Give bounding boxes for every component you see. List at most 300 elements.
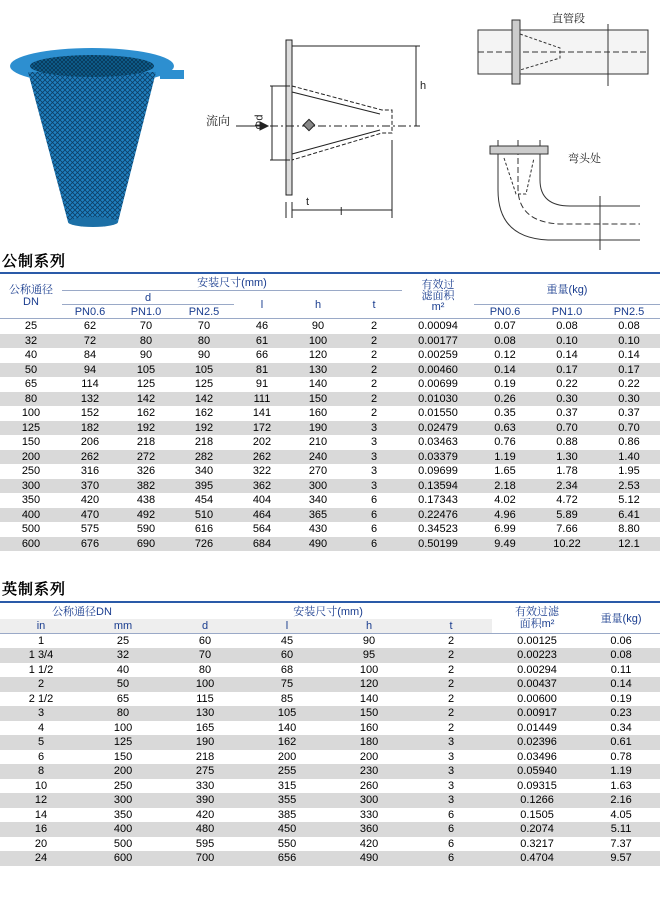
l-cell: 66 [234, 348, 290, 363]
area-cell: 0.4704 [492, 851, 582, 866]
mm-cell: 250 [82, 779, 164, 794]
l-cell: 404 [234, 493, 290, 508]
d-pn25-cell: 105 [174, 363, 234, 378]
t-cell: 2 [346, 319, 402, 334]
area-cell: 0.09315 [492, 779, 582, 794]
d-pn06-cell: 316 [62, 464, 118, 479]
t-cell: 6 [346, 508, 402, 523]
area-cell: 0.00917 [492, 706, 582, 721]
weight-pn10-cell: 7.66 [536, 522, 598, 537]
h-cell: 180 [328, 735, 410, 750]
metric-header-d-pn06: PN0.6 [62, 305, 118, 319]
weight-pn10-cell: 4.72 [536, 493, 598, 508]
l-cell: 550 [246, 837, 328, 852]
area-cell: 0.00259 [402, 348, 474, 363]
length-label: l [340, 206, 343, 218]
h-cell: 190 [290, 421, 346, 436]
h-cell: 490 [290, 537, 346, 552]
t-cell: 2 [346, 392, 402, 407]
d-pn25-cell: 340 [174, 464, 234, 479]
dn-cell: 200 [0, 450, 62, 465]
area-cell: 0.03463 [402, 435, 474, 450]
weight-cell: 0.11 [582, 663, 660, 678]
dn-cell: 65 [0, 377, 62, 392]
weight-cell: 0.78 [582, 750, 660, 765]
t-cell: 2 [346, 334, 402, 349]
mm-cell: 500 [82, 837, 164, 852]
d-cell: 700 [164, 851, 246, 866]
weight-pn06-cell: 1.19 [474, 450, 536, 465]
l-cell: 385 [246, 808, 328, 823]
t-cell: 6 [410, 808, 492, 823]
table-row [0, 537, 660, 552]
area-cell: 0.01030 [402, 392, 474, 407]
mm-cell: 400 [82, 822, 164, 837]
t-cell: 2 [410, 677, 492, 692]
weight-pn25-cell: 2.53 [598, 479, 660, 494]
mm-cell: 350 [82, 808, 164, 823]
in-cell: 2 [0, 677, 82, 692]
d-pn06-cell: 676 [62, 537, 118, 552]
weight-pn25-cell: 0.37 [598, 406, 660, 421]
weight-pn25-cell: 5.12 [598, 493, 660, 508]
weight-pn10-cell: 10.22 [536, 537, 598, 552]
d-pn25-cell: 726 [174, 537, 234, 552]
area-cell: 0.00294 [492, 663, 582, 678]
h-cell: 90 [290, 319, 346, 334]
area-cell: 0.00437 [492, 677, 582, 692]
h-cell: 230 [328, 764, 410, 779]
t-cell: 6 [346, 493, 402, 508]
h-cell: 365 [290, 508, 346, 523]
d-pn06-cell: 206 [62, 435, 118, 450]
l-cell: 355 [246, 793, 328, 808]
imperial-header-install: 安装尺寸(mm) [164, 602, 492, 619]
area-cell: 0.02396 [492, 735, 582, 750]
metric-header-l: l [234, 291, 290, 319]
d-pn25-cell: 282 [174, 450, 234, 465]
d-cell: 330 [164, 779, 246, 794]
weight-cell: 0.08 [582, 648, 660, 663]
d-pn25-cell: 510 [174, 508, 234, 523]
h-cell: 150 [328, 706, 410, 721]
l-cell: 68 [246, 663, 328, 678]
weight-cell: 0.06 [582, 633, 660, 648]
d-pn25-cell: 125 [174, 377, 234, 392]
t-cell: 2 [410, 663, 492, 678]
metric-section-title: 公制系列 [2, 253, 67, 270]
area-cell: 0.09699 [402, 464, 474, 479]
table-row [0, 779, 660, 794]
mm-cell: 32 [82, 648, 164, 663]
d-cell: 165 [164, 721, 246, 736]
area-cell: 0.17343 [402, 493, 474, 508]
mm-cell: 40 [82, 663, 164, 678]
imperial-header-h: h [328, 619, 410, 633]
d-cell: 390 [164, 793, 246, 808]
d-pn06-cell: 94 [62, 363, 118, 378]
d-pn06-cell: 84 [62, 348, 118, 363]
area-cell: 0.00125 [492, 633, 582, 648]
dn-cell: 125 [0, 421, 62, 436]
table-row [0, 493, 660, 508]
weight-pn06-cell: 0.08 [474, 334, 536, 349]
h-cell: 240 [290, 450, 346, 465]
h-cell: 340 [290, 493, 346, 508]
table-row [0, 822, 660, 837]
l-cell: 656 [246, 851, 328, 866]
d-pn10-cell: 105 [118, 363, 174, 378]
area-cell: 0.01550 [402, 406, 474, 421]
weight-pn25-cell: 0.14 [598, 348, 660, 363]
mm-cell: 25 [82, 633, 164, 648]
weight-pn25-cell: 0.10 [598, 334, 660, 349]
l-cell: 60 [246, 648, 328, 663]
imperial-header-weight: 重量(kg) [582, 602, 660, 633]
weight-pn06-cell: 0.35 [474, 406, 536, 421]
weight-pn06-cell: 1.65 [474, 464, 536, 479]
weight-pn25-cell: 0.30 [598, 392, 660, 407]
d-pn10-cell: 492 [118, 508, 174, 523]
l-cell: 85 [246, 692, 328, 707]
l-cell: 262 [234, 450, 290, 465]
mm-cell: 80 [82, 706, 164, 721]
table-row [0, 348, 660, 363]
diameter-label: Φd [253, 114, 266, 130]
d-pn25-cell: 70 [174, 319, 234, 334]
weight-pn10-cell: 0.17 [536, 363, 598, 378]
dn-cell: 80 [0, 392, 62, 407]
weight-cell: 4.05 [582, 808, 660, 823]
h-cell: 300 [328, 793, 410, 808]
d-cell: 275 [164, 764, 246, 779]
imperial-table [0, 601, 660, 866]
table-row [0, 450, 660, 465]
d-cell: 80 [164, 663, 246, 678]
d-pn10-cell: 590 [118, 522, 174, 537]
t-cell: 3 [346, 421, 402, 436]
weight-cell: 9.57 [582, 851, 660, 866]
dn-cell: 400 [0, 508, 62, 523]
metric-table-body [0, 319, 660, 552]
weight-pn25-cell: 0.08 [598, 319, 660, 334]
in-cell: 10 [0, 779, 82, 794]
table-row [0, 851, 660, 866]
table-row [0, 677, 660, 692]
metric-header-d: d [62, 291, 234, 305]
table-row [0, 435, 660, 450]
h-cell: 150 [290, 392, 346, 407]
area-cell: 0.2074 [492, 822, 582, 837]
d-pn10-cell: 438 [118, 493, 174, 508]
t-cell: 3 [410, 793, 492, 808]
table-row [0, 750, 660, 765]
dn-cell: 100 [0, 406, 62, 421]
t-cell: 6 [410, 822, 492, 837]
h-cell: 95 [328, 648, 410, 663]
in-cell: 1 [0, 633, 82, 648]
table-row [0, 735, 660, 750]
area-cell: 0.00460 [402, 363, 474, 378]
area-cell: 0.00223 [492, 648, 582, 663]
weight-pn06-cell: 0.63 [474, 421, 536, 436]
imperial-header-mm: mm [82, 619, 164, 633]
d-pn25-cell: 80 [174, 334, 234, 349]
l-cell: 162 [246, 735, 328, 750]
h-cell: 200 [328, 750, 410, 765]
imperial-header-dn: 公称通径DN [0, 602, 164, 619]
t-cell: 2 [346, 363, 402, 378]
weight-pn06-cell: 0.14 [474, 363, 536, 378]
weight-pn25-cell: 0.17 [598, 363, 660, 378]
d-cell: 60 [164, 633, 246, 648]
area-cell: 0.13594 [402, 479, 474, 494]
weight-cell: 7.37 [582, 837, 660, 852]
in-cell: 1 1/2 [0, 663, 82, 678]
flow-direction-label: 流向 [206, 114, 231, 128]
l-cell: 362 [234, 479, 290, 494]
area-cell: 0.00094 [402, 319, 474, 334]
l-cell: 61 [234, 334, 290, 349]
d-pn10-cell: 192 [118, 421, 174, 436]
product-figure [0, 0, 660, 250]
table-row [0, 692, 660, 707]
cone-strainer-3d [10, 48, 184, 227]
d-pn06-cell: 152 [62, 406, 118, 421]
in-cell: 6 [0, 750, 82, 765]
in-cell: 24 [0, 851, 82, 866]
imperial-header-t: t [410, 619, 492, 633]
d-pn10-cell: 142 [118, 392, 174, 407]
t-cell: 2 [346, 406, 402, 421]
h-cell: 120 [328, 677, 410, 692]
l-cell: 564 [234, 522, 290, 537]
area-cell: 0.34523 [402, 522, 474, 537]
mm-cell: 100 [82, 721, 164, 736]
d-pn06-cell: 575 [62, 522, 118, 537]
h-cell: 260 [328, 779, 410, 794]
d-pn06-cell: 72 [62, 334, 118, 349]
dn-cell: 150 [0, 435, 62, 450]
t-cell: 2 [346, 348, 402, 363]
dn-cell: 40 [0, 348, 62, 363]
weight-cell: 5.11 [582, 822, 660, 837]
weight-pn06-cell: 9.49 [474, 537, 536, 552]
t-cell: 3 [346, 450, 402, 465]
table-row [0, 721, 660, 736]
d-pn06-cell: 262 [62, 450, 118, 465]
h-cell: 100 [290, 334, 346, 349]
height-label: h [420, 80, 427, 92]
strainer-illustration [0, 0, 660, 250]
area-cell: 0.3217 [492, 837, 582, 852]
l-cell: 464 [234, 508, 290, 523]
weight-pn10-cell: 5.89 [536, 508, 598, 523]
elbow-label: 弯头处 [568, 153, 601, 165]
weight-pn10-cell: 0.10 [536, 334, 598, 349]
t-cell: 2 [410, 706, 492, 721]
metric-header-d-pn10: PN1.0 [118, 305, 174, 319]
weight-pn25-cell: 12.1 [598, 537, 660, 552]
weight-pn25-cell: 1.95 [598, 464, 660, 479]
weight-pn25-cell: 0.22 [598, 377, 660, 392]
d-cell: 115 [164, 692, 246, 707]
l-cell: 140 [246, 721, 328, 736]
dn-cell: 350 [0, 493, 62, 508]
d-pn10-cell: 70 [118, 319, 174, 334]
t-cell: 3 [346, 435, 402, 450]
d-pn06-cell: 114 [62, 377, 118, 392]
table-row [0, 508, 660, 523]
table-row [0, 706, 660, 721]
l-cell: 450 [246, 822, 328, 837]
h-cell: 120 [290, 348, 346, 363]
metric-header-area: 有效过 滤面积 m² [402, 273, 474, 319]
weight-pn06-cell: 0.26 [474, 392, 536, 407]
in-cell: 16 [0, 822, 82, 837]
table-row [0, 392, 660, 407]
weight-pn06-cell: 0.12 [474, 348, 536, 363]
dn-cell: 300 [0, 479, 62, 494]
t-cell: 6 [410, 837, 492, 852]
imperial-header-d: d [164, 619, 246, 633]
t-cell: 6 [346, 537, 402, 552]
area-cell: 0.1505 [492, 808, 582, 823]
imperial-section-title: 英制系列 [2, 581, 67, 598]
weight-pn06-cell: 2.18 [474, 479, 536, 494]
d-pn06-cell: 420 [62, 493, 118, 508]
metric-header-weight: 重量(kg) [474, 273, 660, 305]
h-cell: 420 [328, 837, 410, 852]
area-cell: 0.22476 [402, 508, 474, 523]
table-row [0, 648, 660, 663]
l-cell: 91 [234, 377, 290, 392]
d-cell: 480 [164, 822, 246, 837]
d-pn06-cell: 182 [62, 421, 118, 436]
imperial-table-body [0, 633, 660, 866]
mm-cell: 600 [82, 851, 164, 866]
weight-pn10-cell: 1.78 [536, 464, 598, 479]
weight-pn25-cell: 0.86 [598, 435, 660, 450]
weight-pn06-cell: 0.76 [474, 435, 536, 450]
l-cell: 315 [246, 779, 328, 794]
l-cell: 81 [234, 363, 290, 378]
d-pn10-cell: 326 [118, 464, 174, 479]
h-cell: 100 [328, 663, 410, 678]
table-row [0, 633, 660, 648]
l-cell: 111 [234, 392, 290, 407]
h-cell: 210 [290, 435, 346, 450]
d-pn10-cell: 125 [118, 377, 174, 392]
metric-header-w-pn10: PN1.0 [536, 305, 598, 319]
thickness-label: t [306, 196, 310, 208]
t-cell: 2 [346, 377, 402, 392]
d-pn25-cell: 454 [174, 493, 234, 508]
in-cell: 4 [0, 721, 82, 736]
d-pn10-cell: 90 [118, 348, 174, 363]
dn-cell: 50 [0, 363, 62, 378]
h-cell: 330 [328, 808, 410, 823]
d-pn25-cell: 395 [174, 479, 234, 494]
d-pn10-cell: 218 [118, 435, 174, 450]
table-row [0, 377, 660, 392]
d-cell: 190 [164, 735, 246, 750]
d-cell: 100 [164, 677, 246, 692]
d-pn10-cell: 690 [118, 537, 174, 552]
dn-cell: 500 [0, 522, 62, 537]
d-pn06-cell: 370 [62, 479, 118, 494]
t-cell: 3 [410, 735, 492, 750]
l-cell: 684 [234, 537, 290, 552]
d-pn10-cell: 162 [118, 406, 174, 421]
weight-cell: 1.19 [582, 764, 660, 779]
area-cell: 0.01449 [492, 721, 582, 736]
l-cell: 105 [246, 706, 328, 721]
h-cell: 160 [290, 406, 346, 421]
area-cell: 0.50199 [402, 537, 474, 552]
in-cell: 8 [0, 764, 82, 779]
in-cell: 14 [0, 808, 82, 823]
l-cell: 202 [234, 435, 290, 450]
weight-pn25-cell: 0.70 [598, 421, 660, 436]
d-pn25-cell: 218 [174, 435, 234, 450]
dn-cell: 32 [0, 334, 62, 349]
h-cell: 160 [328, 721, 410, 736]
in-cell: 5 [0, 735, 82, 750]
d-pn10-cell: 382 [118, 479, 174, 494]
t-cell: 3 [410, 779, 492, 794]
weight-cell: 0.19 [582, 692, 660, 707]
table-row [0, 522, 660, 537]
metric-header-w-pn06: PN0.6 [474, 305, 536, 319]
mm-cell: 65 [82, 692, 164, 707]
area-cell: 0.05940 [492, 764, 582, 779]
l-cell: 46 [234, 319, 290, 334]
t-cell: 2 [410, 633, 492, 648]
t-cell: 6 [346, 522, 402, 537]
weight-pn10-cell: 1.30 [536, 450, 598, 465]
t-cell: 2 [410, 692, 492, 707]
in-cell: 20 [0, 837, 82, 852]
weight-pn06-cell: 0.07 [474, 319, 536, 334]
l-cell: 141 [234, 406, 290, 421]
area-cell: 0.03379 [402, 450, 474, 465]
h-cell: 360 [328, 822, 410, 837]
table-row [0, 406, 660, 421]
d-pn25-cell: 142 [174, 392, 234, 407]
h-cell: 300 [290, 479, 346, 494]
weight-pn25-cell: 8.80 [598, 522, 660, 537]
l-cell: 255 [246, 764, 328, 779]
metric-header-dn: 公称通径 DN [0, 273, 62, 319]
table-row [0, 464, 660, 479]
metric-header-w-pn25: PN2.5 [598, 305, 660, 319]
d-cell: 420 [164, 808, 246, 823]
in-cell: 3 [0, 706, 82, 721]
d-pn25-cell: 90 [174, 348, 234, 363]
h-cell: 490 [328, 851, 410, 866]
dn-cell: 25 [0, 319, 62, 334]
area-cell: 0.00177 [402, 334, 474, 349]
h-cell: 430 [290, 522, 346, 537]
table-row [0, 479, 660, 494]
d-pn10-cell: 272 [118, 450, 174, 465]
d-cell: 218 [164, 750, 246, 765]
area-cell: 0.1266 [492, 793, 582, 808]
weight-pn10-cell: 0.88 [536, 435, 598, 450]
in-cell: 12 [0, 793, 82, 808]
weight-cell: 0.34 [582, 721, 660, 736]
